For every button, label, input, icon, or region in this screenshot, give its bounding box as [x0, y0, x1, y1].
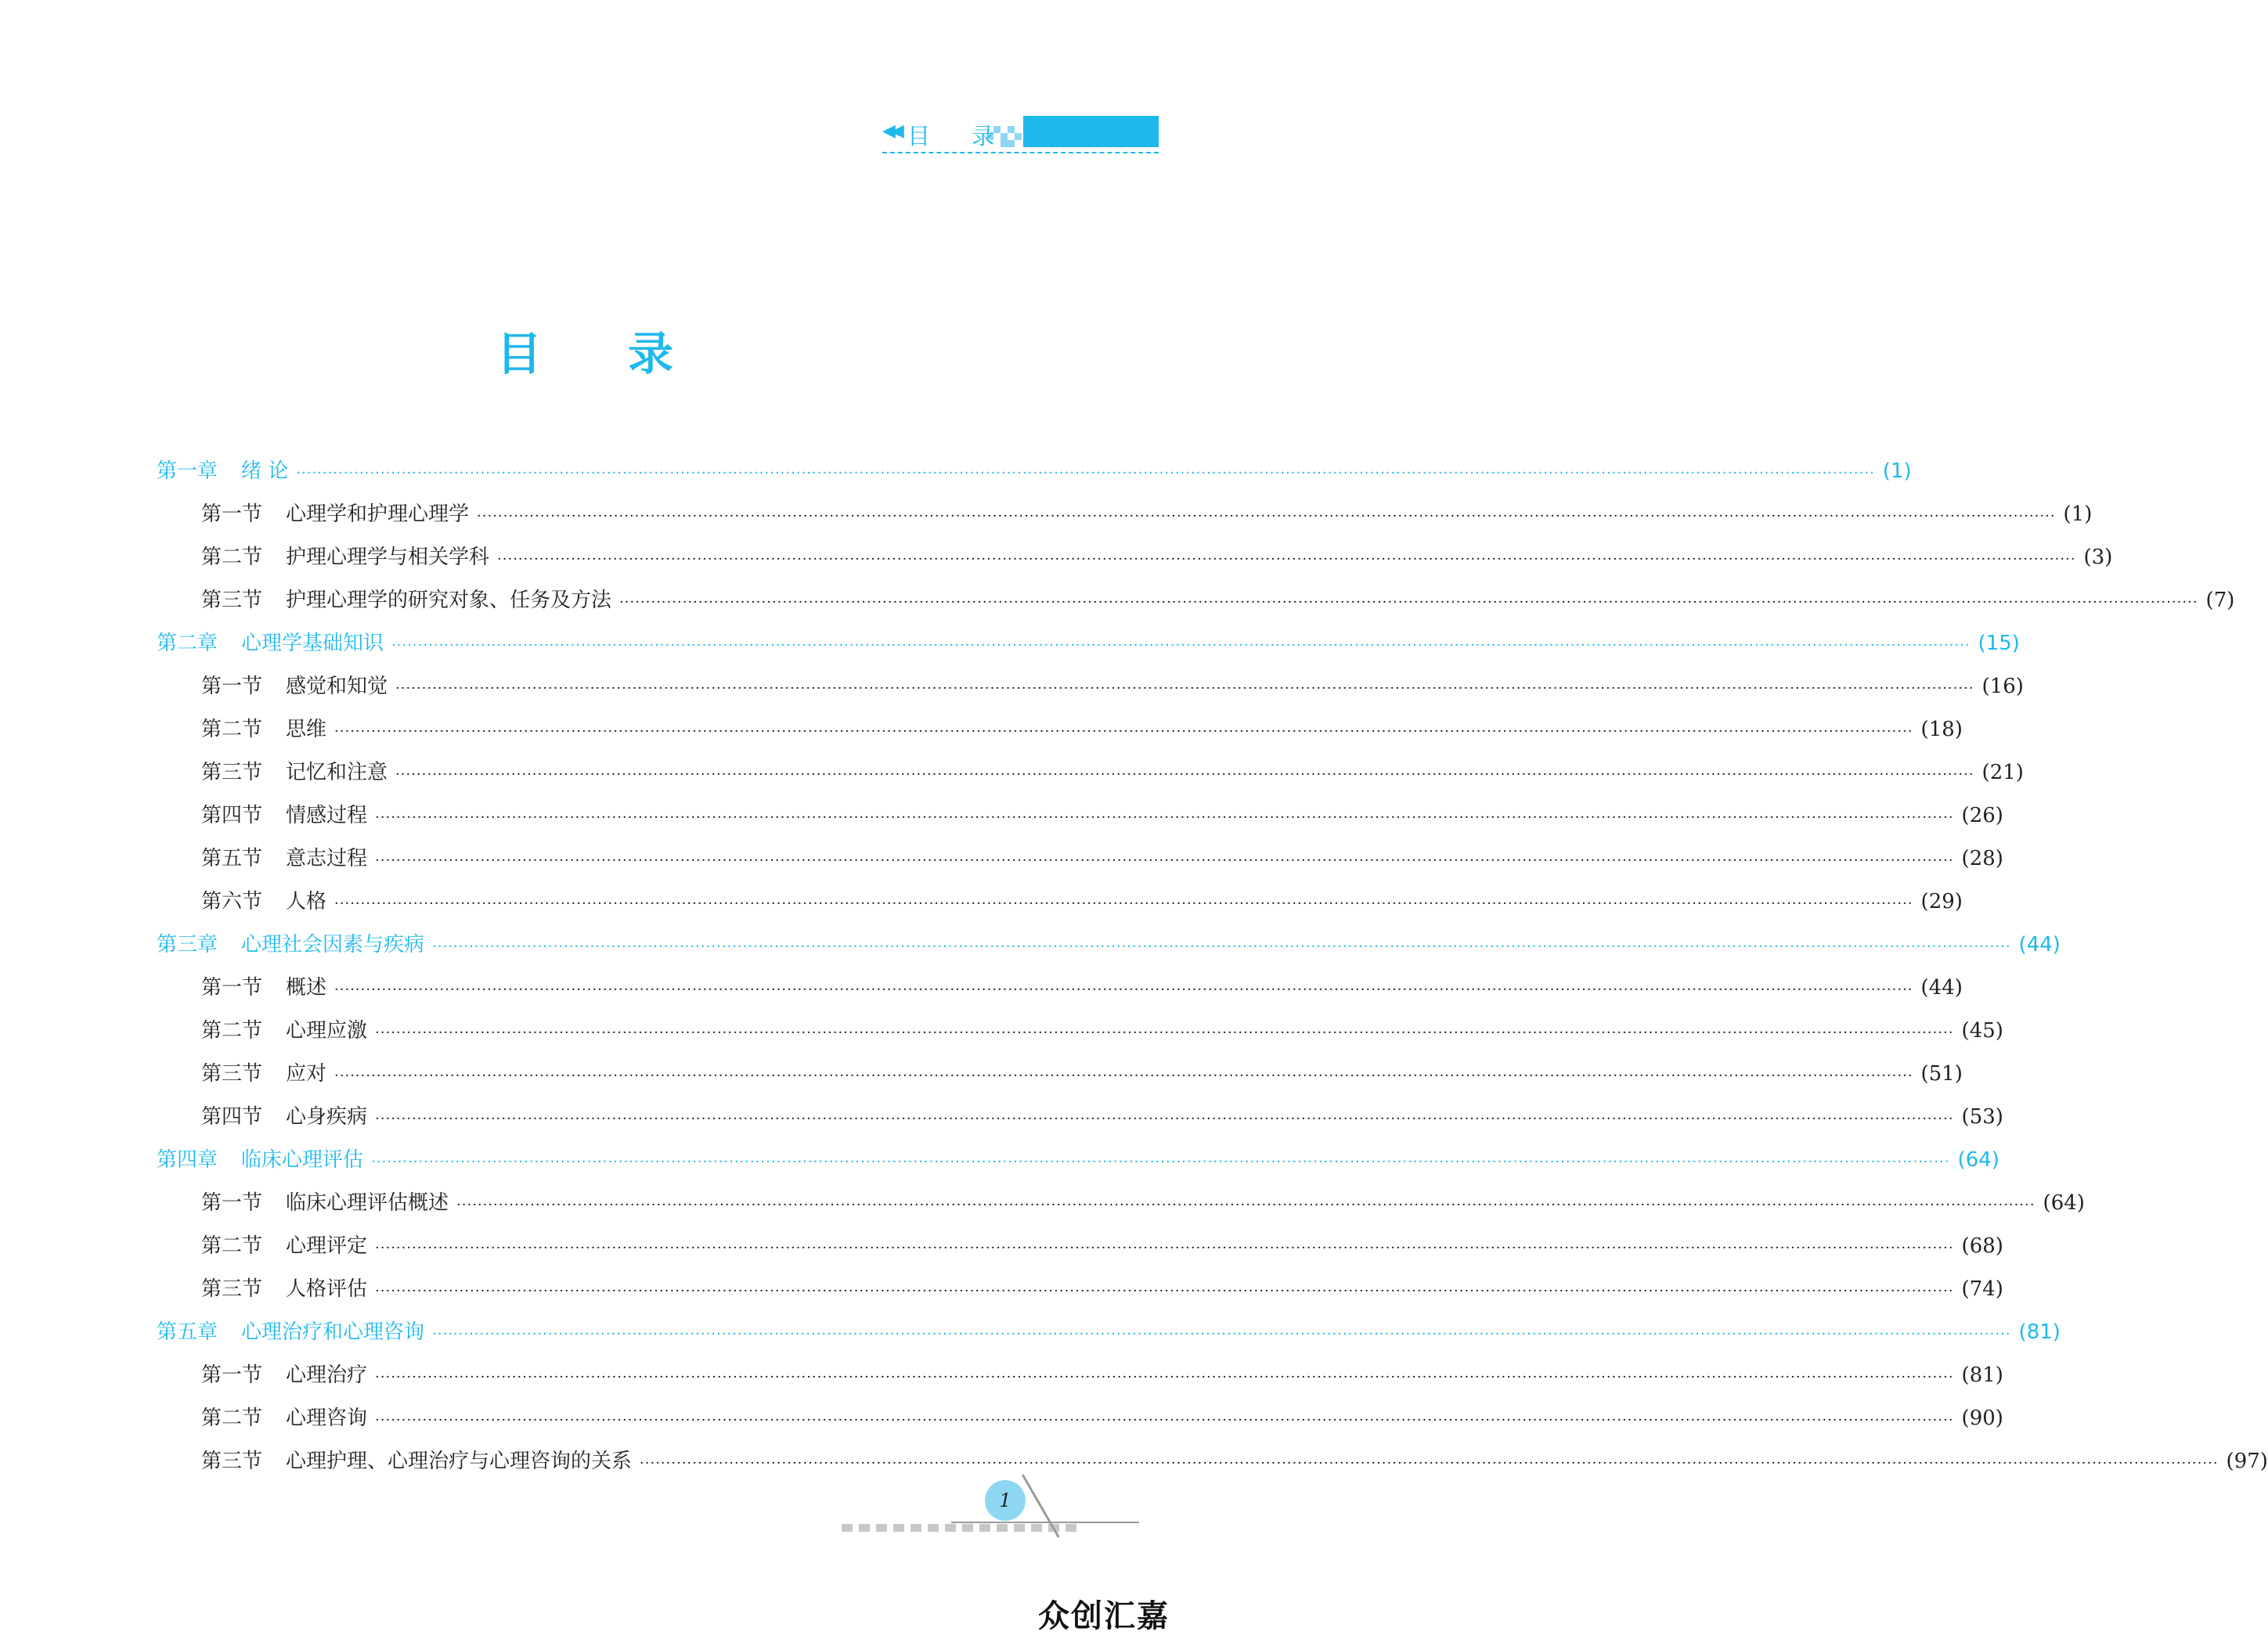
toc-entry-label: 第二节	[201, 718, 263, 741]
toc-page-number: (68)	[1961, 1234, 2003, 1258]
toc-chapter-row[interactable]	[157, 931, 2061, 974]
toc-entry-title: 心理治疗	[286, 1363, 368, 1387]
watermark: 众创汇嘉	[1038, 1598, 1170, 1634]
toc-entry-title: 思维	[286, 718, 327, 741]
toc-page-number: (90)	[1961, 1407, 2003, 1430]
toc-page-number: (1)	[2063, 503, 2093, 526]
dot-leader: ············································································································································································································································································································	[375, 1369, 1954, 1385]
toc-page-number: (74)	[1961, 1277, 2003, 1301]
dot-leader: ············································································································································································································································································································	[640, 1455, 2219, 1471]
toc-entry-title: 心理护理、心理治疗与心理咨询的关系	[286, 1450, 633, 1473]
toc-entry-title: 临床心理评估概述	[286, 1191, 449, 1215]
toc-entry-label: 第一节	[201, 976, 263, 1000]
toc-entry-label: 第二节	[201, 546, 263, 569]
toc-chapter-row[interactable]	[157, 1318, 2061, 1361]
toc-section-row[interactable]	[157, 1103, 2003, 1146]
toc-section-row[interactable]	[157, 500, 2093, 543]
toc-entry-label: 第二节	[201, 1407, 263, 1430]
dot-leader: ············································································································································································································································································································	[456, 1197, 2035, 1213]
toc-entry-label: 第三节	[201, 1450, 263, 1473]
toc-page-number: (45)	[1961, 1019, 2003, 1043]
dot-leader: ············································································································································································································································································································	[432, 938, 2011, 955]
toc-entry-label: 第二章	[157, 632, 218, 655]
toc-entry-title: 应对	[286, 1062, 327, 1086]
toc-entry-title: 心理学和护理心理学	[286, 503, 470, 526]
toc-entry-title: 意志过程	[286, 847, 368, 870]
toc-entry-title: 概述	[286, 976, 327, 1000]
dot-leader: ············································································································································································································································································································	[375, 1025, 1954, 1041]
toc-entry-title: 心理学基础知识	[241, 632, 384, 655]
toc-chapter-row[interactable]	[157, 1146, 1999, 1189]
toc-page-number: (18)	[1920, 718, 1963, 741]
toc-entry-title: 心身疾病	[286, 1105, 368, 1129]
toc-section-row[interactable]	[157, 1060, 1963, 1103]
toc-page-number: (64)	[1957, 1148, 1999, 1172]
toc-entry-label: 第一章	[157, 459, 218, 483]
toc-page-number: (15)	[1978, 632, 2020, 655]
toc-section-row[interactable]	[157, 888, 1963, 931]
dot-leader: ············································································································································································································································································································	[391, 637, 1971, 654]
toc-section-row[interactable]	[157, 1361, 2003, 1404]
toc-page-number: (16)	[1981, 675, 2024, 698]
toc-section-row[interactable]	[157, 1232, 2003, 1275]
toc-section-row[interactable]	[157, 758, 2024, 801]
toc-entry-title: 心理评定	[286, 1234, 368, 1258]
table-of-contents	[157, 457, 2268, 1490]
toc-entry-title: 情感过程	[286, 804, 368, 827]
running-header	[882, 116, 1159, 153]
dot-leader: ············································································································································································································································································································	[395, 766, 1974, 783]
toc-page-number: (1)	[1882, 459, 1912, 483]
toc-section-row[interactable]	[157, 845, 2003, 888]
dot-leader: ············································································································································································································································································································	[334, 723, 1913, 740]
dot-leader: ············································································································································································································································································································	[497, 551, 2076, 567]
toc-entry-title: 护理心理学与相关学科	[286, 546, 490, 569]
toc-page-number: (26)	[1961, 804, 2003, 827]
toc-entry-label: 第三节	[201, 761, 263, 784]
toc-section-row[interactable]	[157, 672, 2024, 715]
dot-leader: ············································································································································································································································································································	[375, 1412, 1954, 1428]
toc-page-number: (81)	[2018, 1320, 2061, 1344]
toc-page-number: (44)	[1920, 976, 1963, 1000]
toc-page-number: (44)	[2018, 933, 2061, 956]
dot-leader: ············································································································································································································································································································	[375, 1240, 1954, 1256]
toc-chapter-row[interactable]	[157, 457, 1912, 500]
dot-leader: ············································································································································································································································································································	[395, 680, 1974, 697]
toc-entry-label: 第五章	[157, 1320, 218, 1344]
dot-leader: ············································································································································································································································································································	[619, 594, 2198, 611]
toc-entry-title: 绪 论	[241, 459, 289, 483]
toc-entry-title: 护理心理学的研究对象、任务及方法	[286, 589, 612, 612]
toc-entry-title: 临床心理评估	[241, 1148, 364, 1172]
toc-entry-label: 第三节	[201, 589, 263, 612]
folio-stripes	[842, 1524, 1076, 1532]
dot-leader: ············································································································································································································································································································	[375, 1283, 1954, 1299]
toc-page-number: (28)	[1961, 847, 2003, 870]
toc-entry-title: 心理社会因素与疾病	[241, 933, 425, 956]
toc-entry-label: 第五节	[201, 847, 263, 870]
toc-section-row[interactable]	[157, 543, 2113, 586]
toc-page-number: (53)	[1961, 1105, 2003, 1129]
header-dashed-rule	[882, 152, 1159, 153]
toc-section-row[interactable]	[157, 1275, 2003, 1318]
toc-entry-title: 感觉和知觉	[286, 675, 388, 698]
toc-page-number: (97)	[2226, 1450, 2268, 1473]
toc-page-number: (51)	[1920, 1062, 1963, 1086]
toc-section-row[interactable]	[157, 801, 2003, 845]
toc-entry-label: 第一节	[201, 1363, 263, 1387]
dot-leader: ············································································································································································································································································································	[334, 895, 1913, 912]
double-left-arrow-icon: ◀◀	[882, 121, 900, 141]
toc-section-row[interactable]	[157, 1017, 2003, 1060]
toc-entry-title: 心理应激	[286, 1019, 368, 1043]
page-number-folio	[842, 1475, 1092, 1530]
toc-section-row[interactable]	[157, 586, 2235, 629]
toc-entry-label: 第一节	[201, 1191, 263, 1215]
toc-section-row[interactable]	[157, 1189, 2085, 1232]
toc-entry-title: 人格评估	[286, 1277, 368, 1301]
toc-entry-title: 心理咨询	[286, 1407, 368, 1430]
header-title: 目 录	[907, 123, 1012, 149]
toc-section-row[interactable]	[157, 974, 1963, 1017]
page-title: 目录	[496, 327, 759, 380]
toc-entry-label: 第四节	[201, 1105, 263, 1129]
toc-section-row[interactable]	[157, 1404, 2003, 1447]
toc-page-number: (81)	[1961, 1363, 2003, 1387]
toc-entry-title: 人格	[286, 890, 327, 913]
folio-line	[951, 1522, 1139, 1523]
toc-entry-label: 第二节	[201, 1019, 263, 1043]
toc-entry-label: 第四节	[201, 804, 263, 827]
toc-entry-title: 心理治疗和心理咨询	[241, 1320, 425, 1344]
toc-page-number: (7)	[2205, 589, 2235, 612]
toc-section-row[interactable]	[157, 715, 1963, 758]
toc-entry-label: 第三章	[157, 933, 218, 956]
toc-entry-label: 第三节	[201, 1062, 263, 1086]
dot-leader: ············································································································································································································································································································	[334, 1068, 1913, 1084]
dot-leader: ············································································································································································································································································································	[296, 465, 1875, 481]
toc-entry-label: 第六节	[201, 890, 263, 913]
header-color-bar	[1023, 116, 1159, 147]
toc-page-number: (29)	[1920, 890, 1963, 913]
toc-page-number: (21)	[1981, 761, 2024, 784]
toc-entry-label: 第一节	[201, 503, 263, 526]
dot-leader: ············································································································································································································································································································	[375, 809, 1954, 826]
dot-leader: ············································································································································································································································································································	[334, 982, 1913, 998]
dot-leader: ············································································································································································································································································································	[371, 1154, 1950, 1170]
dot-leader: ············································································································································································································································································································	[375, 852, 1954, 869]
toc-entry-title: 记忆和注意	[286, 761, 388, 784]
dot-leader: ············································································································································································································································································································	[477, 508, 2056, 524]
page-number: 1	[985, 1480, 1026, 1521]
dot-leader: ············································································································································································································································································································	[432, 1326, 2011, 1342]
toc-entry-label: 第三节	[201, 1277, 263, 1301]
toc-entry-label: 第四章	[157, 1148, 218, 1172]
toc-page-number: (64)	[2043, 1191, 2085, 1215]
toc-page-number: (3)	[2083, 546, 2113, 569]
dot-leader: ············································································································································································································································································································	[375, 1111, 1954, 1127]
toc-entry-label: 第二节	[201, 1234, 263, 1258]
toc-entry-label: 第一节	[201, 675, 263, 698]
toc-chapter-row[interactable]	[157, 629, 2020, 672]
